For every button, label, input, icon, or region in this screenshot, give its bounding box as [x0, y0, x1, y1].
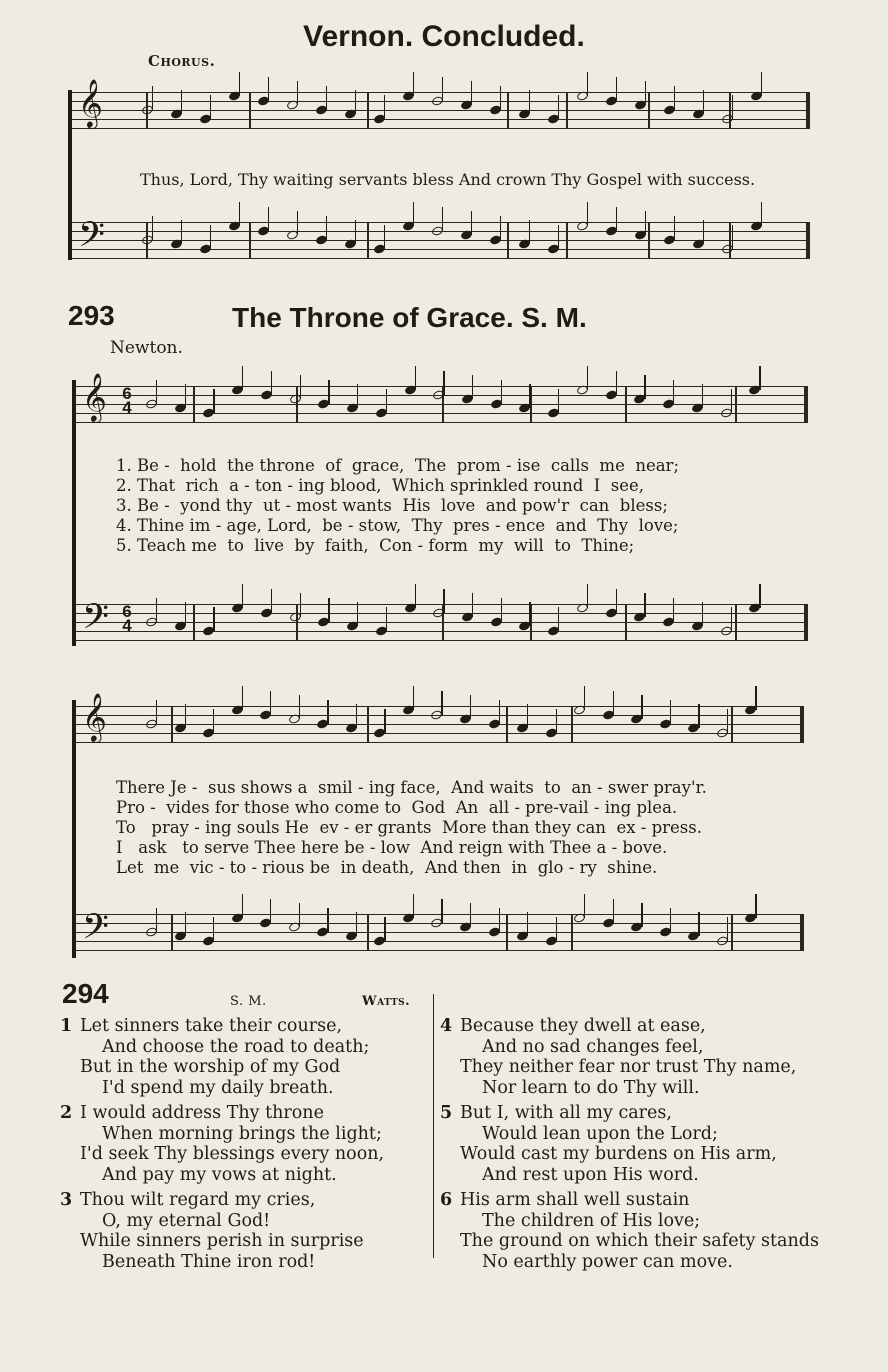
column-divider [433, 994, 434, 1258]
bar-line [171, 914, 173, 950]
final-bar-line [804, 386, 808, 422]
bar-line [249, 92, 251, 128]
stanza-line: When morning brings the light; [102, 1123, 382, 1144]
note-stem [239, 72, 240, 96]
hymn-meter: S. M. [230, 994, 267, 1009]
time-signature [120, 384, 134, 417]
note-stem [357, 384, 358, 408]
bar-line [506, 706, 508, 742]
stanza-line: Let sinners take their course, [80, 1016, 343, 1036]
note-stem [501, 380, 502, 404]
stanza-number: 6 [440, 1190, 453, 1210]
note-stem [326, 216, 327, 240]
note-stem [558, 225, 559, 249]
bar-line [735, 386, 737, 422]
staff-line [72, 249, 810, 250]
lyric-line: 3. Be - yond thy ut - most wants His love and pow'r can bless; [116, 496, 668, 515]
note-stem [703, 220, 704, 244]
chorus-lyric-line: Thus, Lord, Thy waiting servants bless And crown Thy Gospel with success. [140, 170, 756, 189]
note-stem [242, 584, 243, 608]
stanza-line: I'd seek Thy blessings every noon, [80, 1144, 385, 1164]
stanza [60, 1016, 384, 1098]
bass-clef-icon: 𝄢 [82, 906, 110, 955]
note-stem [152, 216, 153, 240]
lyric-line: Let me vic - to - rious be in death, And then in glo - ry shine. [116, 858, 658, 877]
bar-line [731, 914, 733, 950]
bar-line [296, 386, 298, 422]
note-stem [527, 704, 528, 728]
stanza-line: The children of His love; [482, 1210, 701, 1231]
composer-name: Newton. [110, 338, 183, 358]
bar-line [193, 604, 195, 640]
stanza-line: I'd spend my daily breath. [102, 1077, 334, 1098]
bar-line [648, 222, 650, 258]
note-stem [558, 607, 559, 631]
stanza [440, 1103, 819, 1185]
note-stem [326, 86, 327, 110]
note-stem [499, 700, 500, 724]
stanza-line: And choose the road to death; [102, 1036, 370, 1057]
note-stem [413, 894, 414, 918]
note-stem [156, 380, 157, 404]
note-stem [242, 366, 243, 390]
note-stem [328, 380, 329, 404]
lyric-line: 1. Be - hold the throne of grace, The prom - ise calls me near; [116, 456, 680, 475]
note-stem [384, 225, 385, 249]
note-stem [156, 598, 157, 622]
bar-line [566, 222, 568, 258]
system-brace [68, 90, 72, 260]
lyric-line: 5. Teach me to live by faith, Con - form my will to Thine; [116, 536, 635, 555]
note-stem [732, 95, 733, 119]
note-stem [299, 695, 300, 719]
note-stem [727, 917, 728, 941]
hymn293-bass-staff-2 [76, 906, 804, 955]
note-stem [587, 584, 588, 608]
stanza [60, 1103, 384, 1185]
note-stem [443, 589, 444, 613]
note-stem [356, 704, 357, 728]
note-stem [587, 366, 588, 390]
stanza-line: While sinners perish in surprise [80, 1231, 364, 1251]
stanza-number: 2 [60, 1103, 73, 1123]
time-signature [120, 602, 134, 635]
note-stem [268, 207, 269, 231]
note-stem [670, 700, 671, 724]
note-stem [644, 593, 645, 617]
note-stem [442, 207, 443, 231]
bar-line [648, 92, 650, 128]
note-stem [297, 81, 298, 105]
staff-line [76, 950, 804, 951]
stanza [440, 1016, 819, 1098]
note-stem [156, 700, 157, 724]
time-signature-bottom: 4 [122, 616, 132, 635]
note-stem [644, 375, 645, 399]
note-stem [613, 691, 614, 715]
note-stem [472, 593, 473, 617]
note-stem [698, 704, 699, 728]
stanza-line: The ground on which their safety stands [460, 1231, 819, 1251]
note-stem [616, 371, 617, 395]
staff-line [72, 128, 810, 129]
stanza [440, 1190, 819, 1272]
note-stem [239, 202, 240, 226]
hymn-number: 293 [68, 300, 115, 331]
bar-line [571, 706, 573, 742]
bar-line [735, 604, 737, 640]
staff-line [76, 640, 808, 641]
note-stem [556, 709, 557, 733]
note-stem [698, 912, 699, 936]
stanza-line: Would lean upon the Lord; [482, 1123, 718, 1144]
note-stem [731, 389, 732, 413]
stanza-line: And no sad changes feel, [482, 1036, 704, 1057]
note-stem [185, 384, 186, 408]
note-stem [384, 917, 385, 941]
note-stem [271, 371, 272, 395]
final-bar-line [800, 914, 804, 950]
treble-clef-icon: 𝄞 [82, 372, 107, 421]
bar-line [367, 706, 369, 742]
final-bar-line [800, 706, 804, 742]
note-stem [210, 225, 211, 249]
note-stem [271, 589, 272, 613]
staff-line [72, 222, 810, 223]
note-stem [584, 686, 585, 710]
note-stem [470, 695, 471, 719]
note-stem [645, 81, 646, 105]
stanza-line: And rest upon His word. [482, 1164, 699, 1185]
note-stem [470, 903, 471, 927]
note-stem [616, 589, 617, 613]
bar-line [171, 706, 173, 742]
note-stem [755, 686, 756, 710]
note-stem [268, 77, 269, 101]
note-stem [529, 602, 530, 626]
note-stem [152, 86, 153, 110]
bar-line [249, 222, 251, 258]
note-stem [181, 90, 182, 114]
stanza-line: Beneath Thine iron rod! [102, 1251, 316, 1272]
note-stem [413, 686, 414, 710]
stanza-line: Nor learn to do Thy will. [482, 1077, 700, 1098]
note-stem [702, 602, 703, 626]
note-stem [558, 95, 559, 119]
lyric-line: 2. That rich a - ton - ing blood, Which sprinkled round I see, [116, 476, 644, 495]
stanza-line: But in the worship of my God [80, 1057, 341, 1077]
staff-line [76, 422, 808, 423]
note-stem [616, 77, 617, 101]
note-stem [185, 602, 186, 626]
bar-line [193, 386, 195, 422]
lyric-line: To pray - ing souls He ev - er grants More than they can ex - press. [116, 818, 702, 837]
note-stem [327, 700, 328, 724]
note-stem [674, 86, 675, 110]
lyric-line: I ask to serve Thee here be - low And reign with Thee a - bove. [116, 838, 668, 857]
final-bar-line [806, 222, 810, 258]
note-stem [529, 384, 530, 408]
note-stem [210, 95, 211, 119]
bar-line [506, 914, 508, 950]
note-stem [299, 903, 300, 927]
hymn293-treble-staff-1 [76, 372, 808, 422]
note-stem [384, 95, 385, 119]
stanzas-right-column [440, 1016, 819, 1277]
note-stem [355, 220, 356, 244]
note-stem [759, 366, 760, 390]
stanza-line: They neither fear nor trust Thy name, [460, 1057, 797, 1077]
bar-line [566, 92, 568, 128]
note-stem [500, 86, 501, 110]
stanza-number: 4 [440, 1016, 453, 1036]
note-stem [415, 366, 416, 390]
note-stem [641, 903, 642, 927]
stanza-line: Thou wilt regard my cries, [80, 1190, 316, 1210]
stanza-line: Would cast my burdens on His arm, [460, 1144, 777, 1164]
note-stem [472, 375, 473, 399]
stanza-line: His arm shall well sustain [460, 1190, 690, 1210]
note-stem [732, 225, 733, 249]
staff-line [72, 258, 810, 259]
bar-line [731, 706, 733, 742]
note-stem [213, 389, 214, 413]
bass-clef-icon: 𝄢 [78, 214, 106, 263]
note-stem [181, 220, 182, 244]
note-stem [386, 389, 387, 413]
stanza-number: 3 [60, 1190, 73, 1210]
note-stem [727, 709, 728, 733]
note-stem [441, 691, 442, 715]
note-stem [703, 90, 704, 114]
hymn293-bass-staff-1 [76, 596, 808, 645]
note-stem [355, 90, 356, 114]
note-stem [731, 607, 732, 631]
note-stem [645, 211, 646, 235]
note-stem [529, 220, 530, 244]
staff-line [76, 742, 804, 743]
time-signature-top: 6 [122, 384, 132, 403]
note-stem [556, 917, 557, 941]
note-stem [471, 81, 472, 105]
bar-line [507, 222, 509, 258]
hymn293-treble-staff-2 [76, 692, 804, 742]
final-bar-line [806, 92, 810, 128]
note-stem [213, 709, 214, 733]
bass-clef-icon: 𝄢 [82, 596, 110, 645]
stanza [60, 1190, 384, 1272]
note-stem [527, 912, 528, 936]
stanza-number: 1 [60, 1016, 73, 1036]
treble-clef-icon: 𝄞 [82, 692, 107, 741]
note-stem [616, 207, 617, 231]
stanza-line: Because they dwell at ease, [460, 1016, 706, 1036]
note-stem [499, 908, 500, 932]
treble-clef-icon: 𝄞 [78, 78, 103, 127]
lyric-line: Pro - vides for those who come to God An all - pre-vail - ing plea. [116, 798, 678, 817]
note-stem [242, 894, 243, 918]
staff-line [72, 92, 810, 93]
note-stem [587, 202, 588, 226]
note-stem [356, 912, 357, 936]
note-stem [587, 72, 588, 96]
staff-line [72, 119, 810, 120]
stanza-line: No earthly power can move. [482, 1251, 733, 1272]
note-stem [501, 598, 502, 622]
note-stem [761, 72, 762, 96]
note-stem [384, 709, 385, 733]
note-stem [185, 912, 186, 936]
bar-line [625, 604, 627, 640]
note-stem [442, 77, 443, 101]
final-bar-line [804, 604, 808, 640]
time-signature-top: 6 [122, 602, 132, 621]
page-title: Vernon. Concluded. [303, 20, 585, 53]
bar-line [367, 914, 369, 950]
hymn-title: The Throne of Grace. S. M. [232, 302, 587, 333]
stanza-line: I would address Thy throne [80, 1103, 324, 1123]
bar-line [367, 222, 369, 258]
note-stem [270, 899, 271, 923]
note-stem [185, 704, 186, 728]
note-stem [413, 202, 414, 226]
note-stem [529, 90, 530, 114]
note-stem [702, 384, 703, 408]
bar-line [367, 92, 369, 128]
stanza-number: 5 [440, 1103, 453, 1123]
note-stem [443, 371, 444, 395]
note-stem [300, 375, 301, 399]
note-stem [270, 691, 271, 715]
stanza-line: And pay my vows at night. [102, 1164, 337, 1185]
note-stem [213, 917, 214, 941]
note-stem [327, 908, 328, 932]
bar-line [625, 386, 627, 422]
note-stem [297, 211, 298, 235]
note-stem [213, 607, 214, 631]
note-stem [441, 899, 442, 923]
note-stem [584, 894, 585, 918]
stanzas-left-column [60, 1016, 384, 1277]
note-stem [328, 598, 329, 622]
note-stem [641, 695, 642, 719]
lyric-line: There Je - sus shows a smil - ing face, And waits to an - swer pray'r. [116, 778, 707, 797]
note-stem [558, 389, 559, 413]
hymn-number: 294 [62, 978, 109, 1009]
note-stem [761, 202, 762, 226]
note-stem [673, 598, 674, 622]
note-stem [242, 686, 243, 710]
note-stem [471, 211, 472, 235]
note-stem [156, 908, 157, 932]
time-signature-bottom: 4 [122, 398, 132, 417]
bar-line [571, 914, 573, 950]
bar-line [507, 92, 509, 128]
note-stem [759, 584, 760, 608]
note-stem [300, 593, 301, 617]
lyric-line: 4. Thine im - age, Lord, be - stow, Thy pres - ence and Thy love; [116, 516, 679, 535]
staff-line [76, 733, 804, 734]
bar-line [296, 604, 298, 640]
note-stem [415, 584, 416, 608]
note-stem [357, 602, 358, 626]
note-stem [674, 216, 675, 240]
note-stem [500, 216, 501, 240]
hymn-author: Watts. [362, 994, 411, 1009]
note-stem [613, 899, 614, 923]
stanza-line: But I, with all my cares, [460, 1103, 672, 1123]
note-stem [673, 380, 674, 404]
chorus-label: Chorus. [148, 52, 216, 70]
stanza-line: O, my eternal God! [102, 1210, 271, 1231]
note-stem [670, 908, 671, 932]
note-stem [755, 894, 756, 918]
staff-line [76, 941, 804, 942]
note-stem [386, 607, 387, 631]
note-stem [413, 72, 414, 96]
